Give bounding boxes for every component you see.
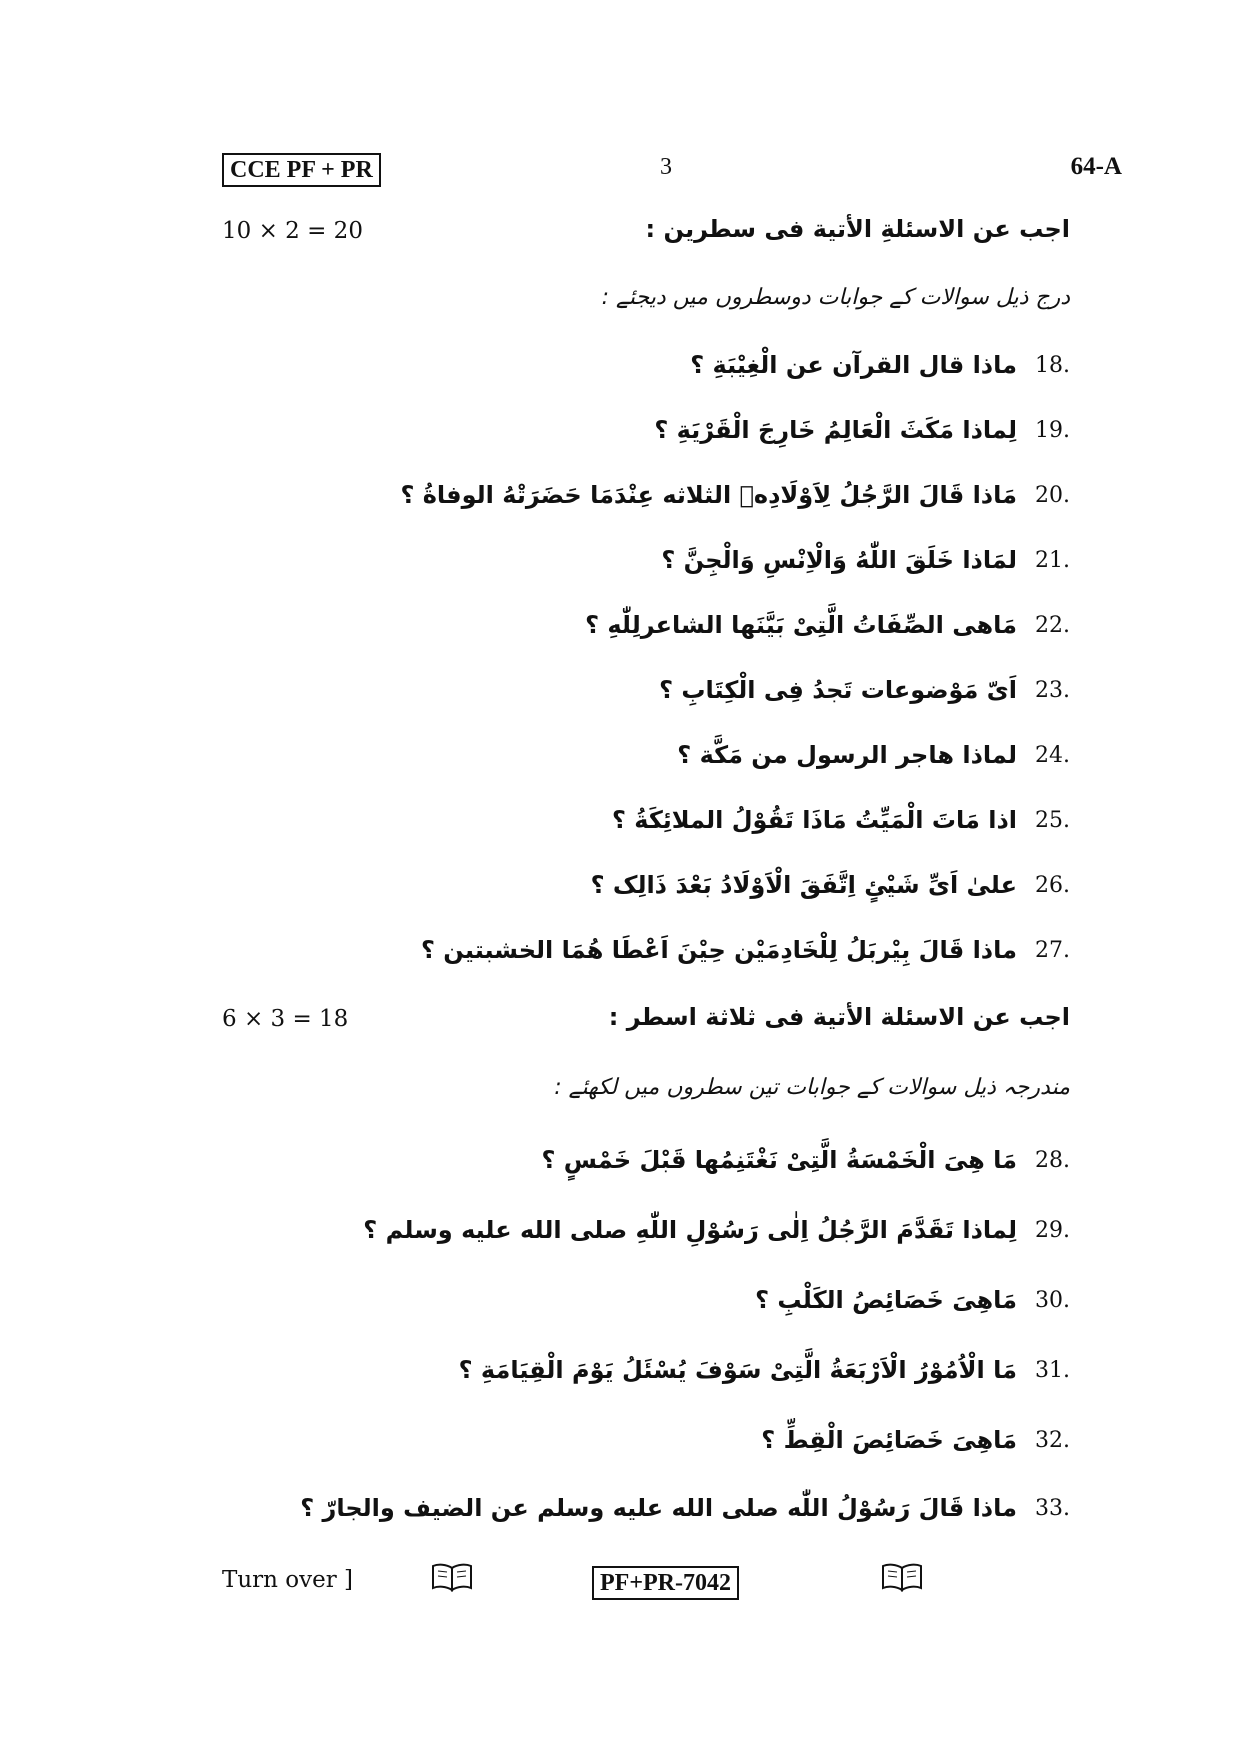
- question-21: [661, 540, 1070, 580]
- question-30: [755, 1280, 1070, 1320]
- question-number: 21.: [1035, 547, 1070, 573]
- question-text: لِماذا مَكَثَ الْعَالِمُ خَارِجَ الْقَرْيَةِ ؟: [654, 416, 1017, 444]
- question-text: اذا مَاتَ الْمَيِّتُ مَاذَا تَقُوْلُ الملائِكَةُ ؟: [612, 806, 1017, 834]
- question-19: [654, 410, 1070, 450]
- question-text: لمَاذا خَلَقَ اللّٰهُ وَالْاِنْسِ وَالْجِنَّ ؟: [661, 546, 1017, 574]
- question-text: ماذا قال القرآن عن الْغِيْبَةِ ؟: [690, 351, 1017, 379]
- question-number: 27.: [1035, 937, 1070, 963]
- question-24: [677, 735, 1070, 775]
- page-number: 3: [660, 154, 672, 180]
- question-text: علىٰ اَىِّ شَيْئٍ اِتَّفَقَ الْاَوْلَادُ بَعْدَ ذَالِک ؟: [590, 871, 1017, 899]
- question-number: 23.: [1035, 677, 1070, 703]
- question-number: 33.: [1035, 1495, 1070, 1521]
- question-33: [300, 1488, 1070, 1528]
- question-text: ماذا قَالَ رَسُوْلُ اللّٰه صلى الله عليه وسلم عن الضيف والجارّ ؟: [300, 1494, 1017, 1522]
- question-text: مَاهى الصِّفَاتُ الَّتِىْ بَيَّنَها الشاعرلِلّٰهِ ؟: [585, 611, 1017, 639]
- question-number: 24.: [1035, 742, 1070, 768]
- paper-code: 64-A: [1070, 153, 1122, 180]
- question-31: [459, 1350, 1070, 1390]
- question-text: مَاهِىَ خَصَائِصُ الكَلْبِ ؟: [755, 1286, 1017, 1314]
- section2-instruction-arabic: اجب عن الاسئلة الأتية فى ثلاثة اسطر :: [608, 1003, 1070, 1031]
- question-text: مَا هِىَ الْخَمْسَةُ الَّتِىْ نَغْتَنِمُها قَبْلَ خَمْسٍ ؟: [541, 1146, 1017, 1174]
- question-29: [363, 1210, 1070, 1250]
- question-25: [612, 800, 1070, 840]
- question-text: اَىّ مَوْضوعات تَجدُ فِى الْكِتَابِ ؟: [659, 676, 1017, 704]
- question-number: 22.: [1035, 612, 1070, 638]
- question-26: [591, 865, 1070, 905]
- question-28: [542, 1140, 1070, 1180]
- question-text: لماذا هاجر الرسول من مَكَّة ؟: [677, 741, 1017, 769]
- question-number: 28.: [1035, 1147, 1070, 1173]
- question-number: 30.: [1035, 1287, 1070, 1313]
- question-text: مَاذا قَالَ الرَّجُلُ لِاَوْلَادِهٖ الثلاثه عِنْدَمَا حَضَرَتْهُ الوفاةُ ؟: [400, 481, 1017, 509]
- question-number: 29.: [1035, 1217, 1070, 1243]
- turn-over-label: Turn over ]: [222, 1567, 354, 1593]
- question-number: 20.: [1035, 482, 1070, 508]
- question-23: [659, 670, 1070, 710]
- question-number: 18.: [1035, 352, 1070, 378]
- question-number: 31.: [1035, 1357, 1070, 1383]
- open-book-icon: [430, 1562, 474, 1592]
- section2-instruction-urdu: مندرجہ ذیل سوالات کے جوابات تین سطروں میں لکھئے :: [554, 1075, 1070, 1100]
- open-book-icon: [880, 1562, 924, 1592]
- question-18: [690, 345, 1070, 385]
- question-32: [761, 1420, 1070, 1460]
- question-text: ماذا قَالَ بِيْربَلُ لِلْخَادِمَيْن حِيْنَ اَعْطَا هُمَا الخشبتين ؟: [421, 936, 1017, 964]
- header-code-box: CCE PF + PR: [222, 153, 381, 187]
- question-number: 25.: [1035, 807, 1070, 833]
- footer-code-box: PF+PR-7042: [592, 1566, 739, 1600]
- question-22: [585, 605, 1070, 645]
- section1-instruction-urdu: درج ذیل سوالات کے جوابات دوسطروں میں دیجئے :: [601, 285, 1070, 310]
- section1-instruction-arabic: اجب عن الاسئلةِ الأتية فى سطرين :: [645, 215, 1070, 243]
- question-number: 32.: [1035, 1427, 1070, 1453]
- section2-marks: 6 × 3 = 18: [222, 1006, 349, 1032]
- question-27: [421, 930, 1070, 970]
- question-text: لِماذا تَقَدَّمَ الرَّجُلُ اِلٰى رَسُوْلِ اللّٰهِ صلى الله عليه وسلم ؟: [363, 1216, 1017, 1244]
- section1-marks: 10 × 2 = 20: [222, 218, 363, 244]
- question-text: مَا الْاُمُوْرُ الْاَرْبَعَةُ الَّتِىْ سَوْفَ يُسْئَلُ يَوْمَ الْقِيَامَةِ ؟: [458, 1356, 1017, 1384]
- question-number: 26.: [1035, 872, 1070, 898]
- question-text: مَاهِىَ خَصَائِصَ الْقِطِّ ؟: [761, 1426, 1017, 1454]
- question-number: 19.: [1035, 417, 1070, 443]
- question-20: [400, 475, 1070, 515]
